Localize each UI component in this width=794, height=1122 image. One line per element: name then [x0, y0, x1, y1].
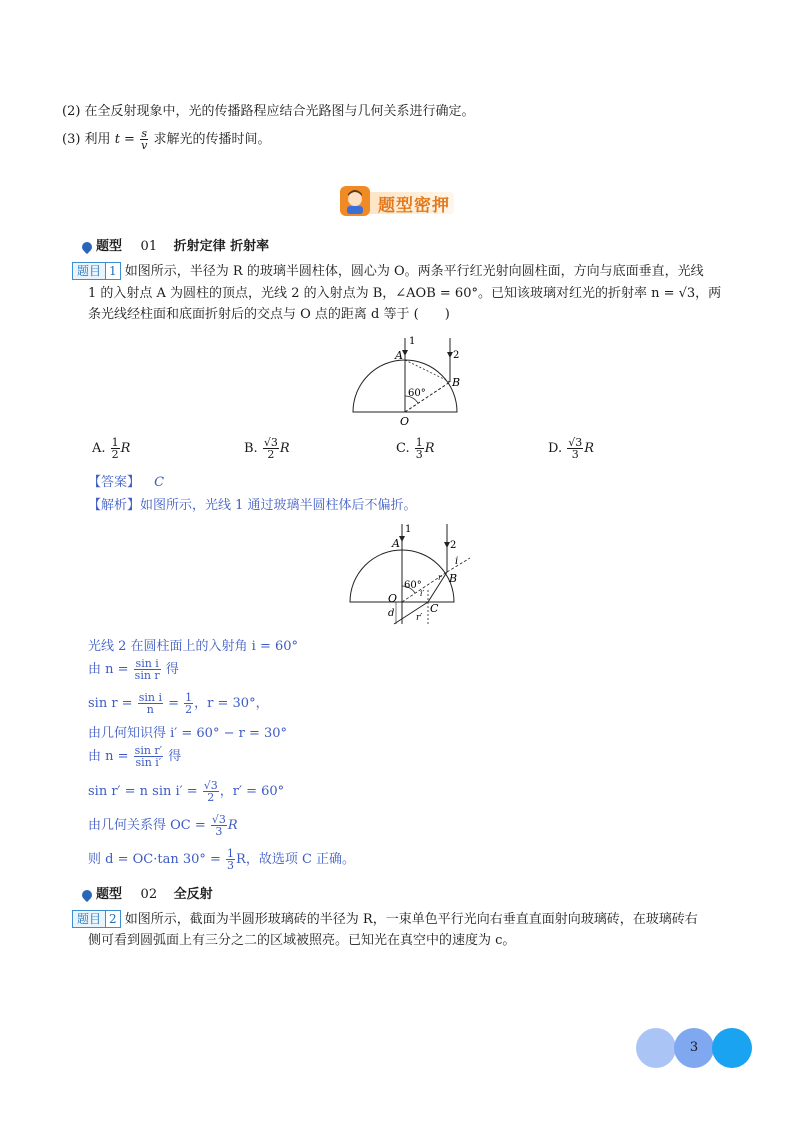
question-badge: 题目: [72, 910, 106, 928]
svg-text:r: r: [438, 573, 442, 582]
svg-text:O: O: [388, 592, 398, 605]
step-3: sin r = $\frac{\text{sin i}}{n}$ = $\frac{1}{2}$ ，r = 30°，: [88, 691, 269, 716]
location-pin-icon: [80, 887, 94, 901]
intro-item-3-pre: (3) 利用: [62, 132, 115, 147]
type-01-title: 折射定律 折射率: [173, 239, 270, 254]
question-1-line-1: [72, 262, 704, 281]
page-number-circle: [674, 1028, 714, 1068]
option-b: B. $\frac{√3}{2}$ R: [244, 436, 290, 461]
svg-text:A: A: [392, 537, 400, 550]
type-01-heading: [82, 235, 269, 254]
intro-item-3: (3) 利用 t = $\frac{s}{v}$ 求解光的传播时间。: [62, 127, 271, 152]
type-02-number: 02: [140, 887, 158, 902]
svg-text:O: O: [400, 415, 410, 428]
analysis-line: [88, 497, 417, 515]
option-a: A. $\frac{1}{2}$ R: [92, 436, 131, 461]
location-pin-icon: [80, 239, 94, 253]
svg-text:1: 1: [409, 336, 416, 347]
question-2-line-1: [72, 910, 698, 929]
question-badge: 题目: [72, 262, 106, 280]
svg-text:d: d: [388, 608, 395, 619]
question-number: 2: [105, 910, 121, 928]
svg-text:60°: 60°: [408, 388, 426, 399]
svg-text:60°: 60°: [404, 580, 422, 591]
page-decor-circle-left: [636, 1028, 676, 1068]
type-01-number: 01: [140, 239, 158, 254]
svg-text:A: A: [395, 349, 403, 362]
step-6: sin r′ = n sin i′ = $\frac{√3}{2}$ ，r′ = 60°: [88, 779, 285, 804]
step-4: 由几何知识得 i′ = 60° − r = 30°: [88, 726, 288, 741]
question-2-text-1: 如图所示，截面为半圆形玻璃砖的半径为 R，一束单色平行光向右垂直直面射向玻璃砖，在玻璃砖右: [124, 912, 698, 927]
svg-text:B: B: [452, 376, 461, 389]
page-decor-circle-right: [712, 1028, 752, 1068]
question-1-line-3: 条光线经柱面和底面折射后的交点与 O 点的距离 d 等于 ( ): [88, 307, 450, 322]
svg-text:C: C: [430, 602, 439, 615]
banner-title: 题型密押: [378, 196, 450, 216]
svg-text:B: B: [449, 572, 458, 585]
option-d: D. $\frac{√3}{3}$ R: [548, 436, 595, 461]
question-1-line-2: 1 的入射点 A 为圆柱的顶点，光线 2 的入射点为 B，∠AOB = 60°。已知该玻璃对红光的折射率 n = √3，两: [88, 286, 722, 301]
question-2-line-2: 侧可看到圆弧面上有三分之二的区域被照亮。已知光在真空中的速度为 c。: [88, 933, 516, 948]
formula-t: t: [114, 132, 120, 147]
answer-line: [88, 474, 164, 492]
fraction-s-over-v: $\frac{s}{v}$: [141, 127, 148, 152]
type-01-label: 题型: [96, 239, 123, 254]
type-02-label: 题型: [96, 887, 123, 902]
svg-text:2: 2: [453, 350, 460, 361]
figure-2-ray-diagram: [340, 520, 480, 630]
page-number: 3: [689, 1040, 699, 1055]
svg-text:i: i: [455, 556, 459, 567]
analysis-label: 【解析】: [88, 498, 141, 513]
step-8: 则 d = OC·tan 30° = $\frac{1}{3}$ R，故选项 C 正确。: [88, 847, 356, 872]
intro-item-3-post: 求解光的传播时间。: [149, 132, 271, 147]
step-2: 由 n = $\frac{\text{sin i}}{\text{sin r}}$ 得: [88, 657, 179, 682]
step-5: 由 n = $\frac{\text{sin r′}}{\text{sin i′}}$ 得: [88, 744, 182, 769]
question-1-text-1: 如图所示，半径为 R 的玻璃半圆柱体，圆心为 O。两条平行红光射向圆柱面，方向与底面垂直，光线: [124, 264, 704, 279]
section-banner: [338, 184, 456, 222]
type-02-title: 全反射: [173, 887, 213, 902]
figure-1-semicylinder: [345, 330, 475, 430]
option-c: C. $\frac{1}{3}$ R: [396, 436, 435, 461]
svg-text:1: 1: [405, 524, 412, 535]
svg-text:i′: i′: [420, 589, 425, 598]
answer-label: 【答案】: [88, 475, 141, 490]
step-7: 由几何关系得 OC = $\frac{√3}{3}$ R: [88, 813, 238, 838]
analysis-text: 如图所示，光线 1 通过玻璃半圆柱体后不偏折。: [140, 498, 417, 513]
step-1: 光线 2 在圆柱面上的入射角 i = 60°: [88, 639, 299, 654]
intro-item-2: (2) 在全反射现象中，光的传播路程应结合光路图与几何关系进行确定。: [62, 104, 475, 119]
svg-text:2: 2: [450, 540, 457, 551]
answer-value: C: [154, 475, 165, 490]
type-02-heading: [82, 883, 213, 902]
svg-text:r′: r′: [416, 613, 423, 623]
question-number: 1: [105, 262, 121, 280]
